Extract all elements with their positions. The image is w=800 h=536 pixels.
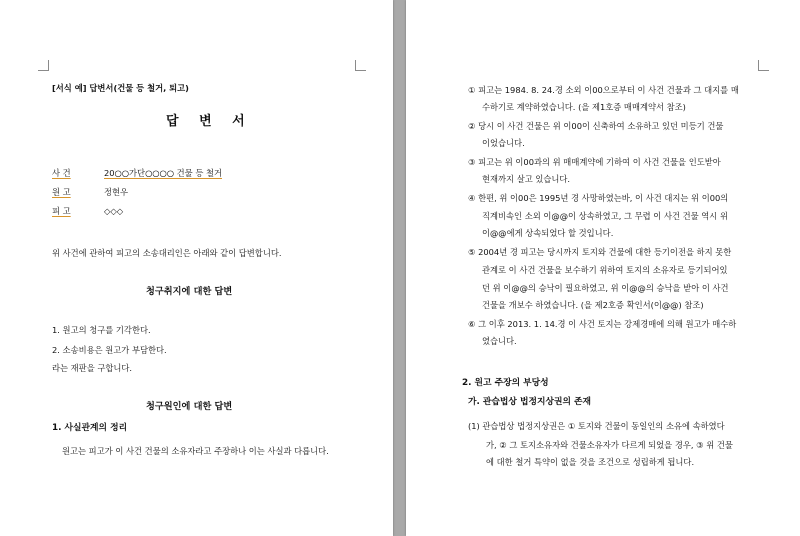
fact-line-10: ⑤ 2004년 경 피고는 당시까지 토지와 건물에 대한 등기이전을 하지 못한 bbox=[468, 247, 732, 257]
crop-mark-top-right bbox=[355, 60, 366, 71]
para-line-3: 에 대한 철거 특약이 없을 것을 조건으로 성립하게 됩니다. bbox=[486, 457, 695, 467]
document-page-left bbox=[0, 0, 393, 536]
crop-mark-top-left bbox=[38, 60, 49, 71]
case-label-2: 원 고 bbox=[52, 187, 71, 197]
para-line-1: (1) 관습법상 법정지상권은 ① 토지와 건물이 동일인의 소유에 속하였다 bbox=[468, 421, 725, 431]
fact-line-4: 이었습니다. bbox=[482, 138, 525, 148]
section-plaintiff-claim: 2. 원고 주장의 부당성 bbox=[462, 378, 549, 388]
fact-line-14: ⑥ 그 이후 2013. 1. 14.경 이 사건 토지는 강제경매에 의해 원고가 매수하 bbox=[468, 319, 737, 329]
claim-item-1: 1. 원고의 청구를 기각한다. bbox=[52, 325, 151, 335]
form-label: [서식 예] 답변서(건물 등 철거, 퇴고) bbox=[52, 83, 189, 93]
facts-text: 원고는 피고가 이 사건 건물의 소유자라고 주장하나 이는 사실과 다릅니다. bbox=[62, 446, 329, 456]
fact-line-2: 수하기로 계약하였습니다. (을 제1호증 매매계약서 참조) bbox=[482, 102, 686, 112]
fact-line-3: ② 당시 이 사건 건물은 위 이00이 신축하여 소유하고 있던 미등기 건물 bbox=[468, 121, 724, 131]
fact-line-8: 직계비속인 소외 이@@이 상속하였고, 그 무렵 이 사건 건물 역시 위 bbox=[482, 211, 728, 221]
document-page-right bbox=[406, 0, 800, 536]
document-title: 답 변 서 bbox=[166, 114, 253, 129]
fact-line-15: 였습니다. bbox=[482, 336, 517, 346]
fact-line-11: 관계로 이 사건 건물을 보수하기 위하여 토지의 소유자로 등기되어있 bbox=[482, 265, 728, 275]
fact-line-5: ③ 피고는 위 이00과의 위 매매계약에 기하여 이 사건 건물을 인도받아 bbox=[468, 157, 721, 167]
case-value-3: ◇◇◇ bbox=[104, 206, 124, 216]
claim-conclusion: 라는 재판을 구합니다. bbox=[52, 363, 133, 373]
fact-line-7: ④ 한편, 위 이00은 1995년 경 사망하였는바, 이 사건 대지는 위 이00의 bbox=[468, 193, 729, 203]
subsection-statutory-superficies: 가. 관습법상 법정지상권의 존재 bbox=[468, 397, 592, 407]
case-label-3: 피 고 bbox=[52, 206, 71, 216]
fact-line-9: 이@@에게 상속되었다 할 것입니다. bbox=[482, 228, 614, 238]
subsection-facts: 1. 사실관계의 정리 bbox=[52, 423, 128, 433]
crop-mark-top-right-2 bbox=[758, 60, 769, 71]
fact-line-1: ① 피고는 1984. 8. 24.경 소외 이00으로부터 이 사건 건물과 그 대지를 매 bbox=[468, 85, 739, 95]
intro-text: 위 사건에 관하여 피고의 소송대리인은 아래와 같이 답변합니다. bbox=[52, 248, 282, 258]
fact-line-13: 건물을 개보수 하였습니다. (을 제2호증 확인서(이@@) 참조) bbox=[482, 300, 704, 310]
section-cause-answer: 청구원인에 대한 답변 bbox=[146, 401, 233, 412]
section-claim-answer: 청구취지에 대한 답변 bbox=[146, 286, 233, 297]
fact-line-12: 던 위 이@@의 승낙이 필요하였고, 위 이@@의 승낙을 받아 이 사건 bbox=[482, 283, 729, 293]
claim-item-2: 2. 소송비용은 원고가 부담한다. bbox=[52, 345, 167, 355]
para-line-2: 가, ② 그 토지소유자와 건물소유자가 다르게 되었을 경우, ③ 위 건물 bbox=[486, 440, 733, 450]
case-label-1: 사 건 bbox=[52, 168, 71, 178]
fact-line-6: 현재까지 살고 있습니다. bbox=[482, 174, 571, 184]
case-value-1: 20○○가단○○○○ 건물 등 철거 bbox=[104, 168, 223, 178]
case-value-2: 정현우 bbox=[104, 187, 129, 197]
